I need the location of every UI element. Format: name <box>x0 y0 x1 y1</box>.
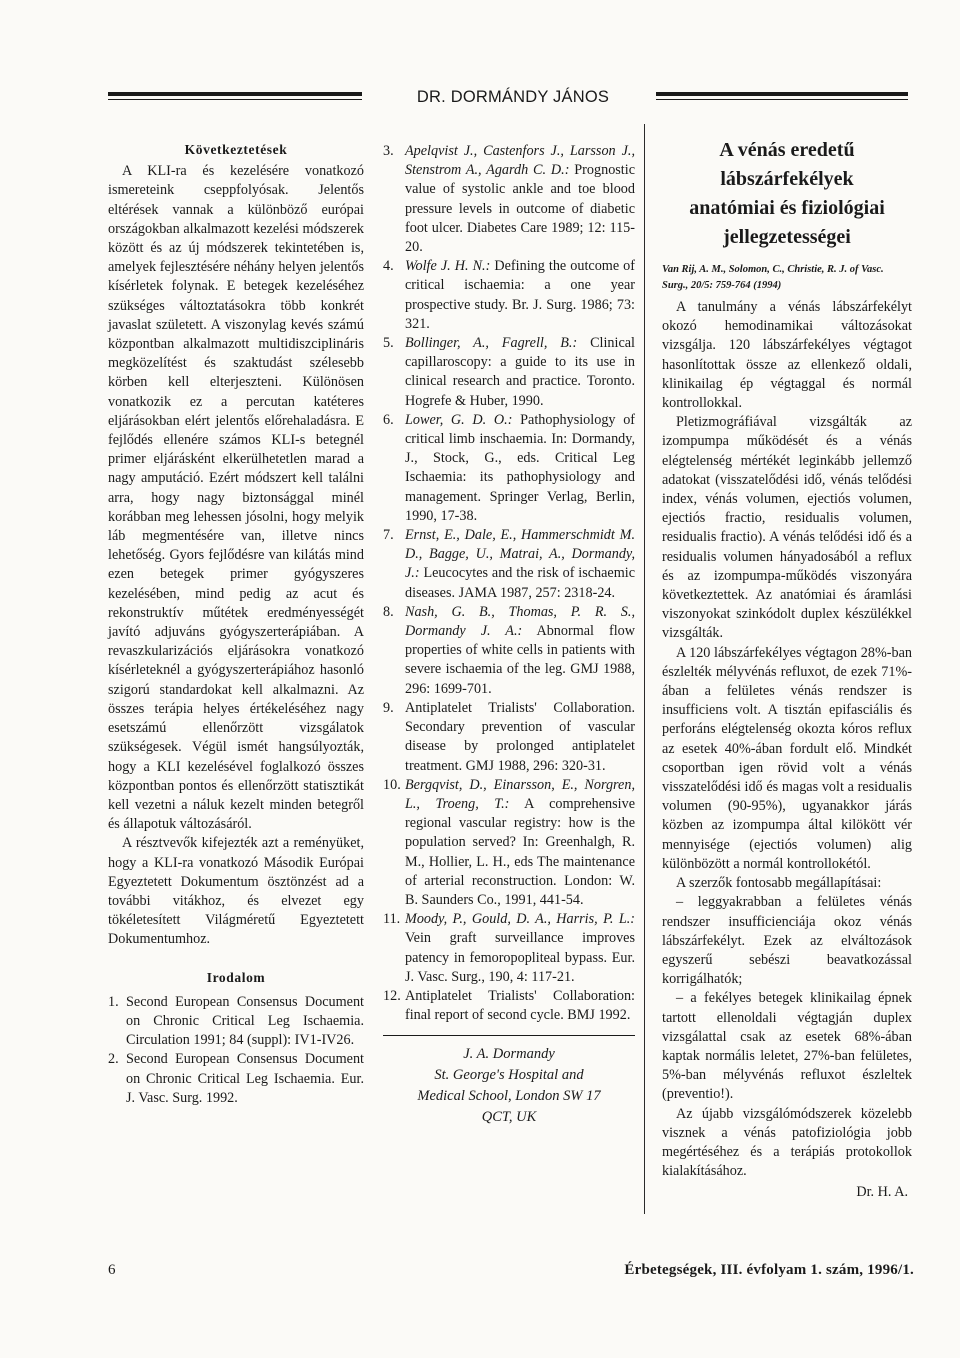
reference-item <box>383 257 635 334</box>
reference-number: 5. <box>383 335 394 352</box>
author-signature <box>383 1044 635 1128</box>
header-rule-left-thin <box>108 99 362 100</box>
abstract-paragraph: A 120 lábszárfekélyes végtagon 28%-ban észlelték mélyvénás refluxot, de ezek 71%-ában a felületes vénás rendszer is insufficiens volt. A tisztán epifasciális és perforáns elégtelenség okozta kóros reflux az esetek 40%-ában fordult elő. Mindkét csoportban igen rövid volt a vénás visszatelődési idő és magas volt a residualis volumen (90-95%), ugyanakkor járás közben az izompumpa által kilökött vér mennyisége (ejectiós volumen) alig különbözött a normál kontrollokétól. <box>662 644 912 872</box>
reference-number: 9. <box>383 699 394 716</box>
article-title <box>662 136 912 252</box>
abstract-paragraph: Az újabb vizsgálómódszerek közelebb visznek a vénás patofiziológia jobb megértéséhez és a terápiás protokollok kialakításához. <box>662 1105 912 1180</box>
abstract-signature: Dr. H. A. <box>856 1184 908 1201</box>
reference-number: 6. <box>383 411 394 428</box>
header-rule-right-thin <box>656 99 908 100</box>
conclusions-heading: Következtetések <box>184 142 288 157</box>
header-rule-left-thick <box>108 92 362 96</box>
article-citation: Van Rij, A. M., Solomon, C., Christie, R. J. of Vasc. Surg., 20/5: 759-764 (1994) <box>662 264 884 291</box>
reference-text <box>405 603 635 699</box>
reference-number: 3. <box>383 143 394 159</box>
reference-item <box>383 910 635 987</box>
reference-number: 12. <box>383 987 401 1004</box>
abstract-paragraph: A tanulmány a vénás lábszárfekélyt okozó hemodinamikai változásokat vizsgálja. 120 lábszárfekélyes végtagot hasonlítottak össze az ellenkező oldali, klinikailag ép végtaggal és normál kontrollokkal. <box>662 299 912 412</box>
reference-body: Leucocytes and the risk of ischaemic diseases. JAMA 1987, 257: 2318-24. <box>405 565 636 601</box>
reference-number: 11. <box>383 911 401 928</box>
reference-body: Pathophysiology of critical limb inschaemia. In: Dormandy, J., Stock, G., eds. Critical Leg Ischaemia: its pathophysiology and management. Springer Verlag, Berlin, 1990, 17-38. <box>405 411 636 524</box>
middle-column <box>383 142 635 1128</box>
reference-text: Second European Consensus Document on Chronic Critical Leg Ischaemia. Eur. J. Vasc. Surg. 1992. <box>126 1051 364 1106</box>
reference-authors: Lower, G. D. O.: <box>405 411 513 428</box>
reference-body: Prognostic value of systolic ankle and toe blood pressure levels in outcome of diabetic foot ulcer. Diabetes Care 1989; 12: 115-20. <box>405 162 635 256</box>
reference-authors: Nash, G. B., Thomas, P. R. S., Dormandy J. A.: <box>405 603 635 640</box>
reference-number: 1. <box>108 993 119 1010</box>
abstract-paragraph: Pletizmográfiával vizsgálták az izompumpa működését és a vénás elégtelenség mértékét leginkább jellemző adatokat (visszatelődési idő, vénás telődési index, vénás volumen, ejectiós volumen, ejectiós fractio, residualis volumen, residualis fractio). A vénás telődési idő és a residualis volumen hányadosából a reflux és az izompumpa-működés viszonyára következtettek. Az anatómiai és áramlási viszonyokat szinkódolt duplex készülékkel vizsgálták. <box>662 414 912 642</box>
right-column <box>662 136 912 1203</box>
article-title-line: jellegzetességei <box>723 226 851 248</box>
reference-item <box>383 526 635 603</box>
reference-body: A comprehensive regional vascular registry: how is the population served? In: Greenhalgh, R. M., Hollier, L. H., eds The maintenance of arterial reconstruction. London: W. B. Saunders Co., 1991, 441-54. <box>405 795 635 908</box>
reference-authors: Ernst, E., Dale, E., Hammerschmidt M. D., Bagge, U., Matrai, A., Dormandy, J.: <box>405 527 635 582</box>
reference-body: Antiplatelet Trialists' Collaboration. Secondary prevention of vascular disease by prolonged antiplatelet treatment. GMJ 1988, 296: 320-31. <box>405 699 635 774</box>
article-title-line: lábszárfekélyek <box>720 168 854 190</box>
conclusions-paragraph-2: A résztvevők kifejezték azt a reményüket, hogy a KLI-ra vonatkozó Második Európai Egyeztetett Dokumentum ösztönzést ad a további vitákhoz, és elvezet egy tökéletesített Világméretű Egyeztetett Dokumentumhoz. <box>108 835 364 948</box>
signature-affiliation-3: QCT, UK <box>481 1109 537 1126</box>
header-rule-right-thick <box>656 92 908 96</box>
reference-number: 7. <box>383 527 394 544</box>
reference-number: 2. <box>108 1051 119 1068</box>
reference-body: Antiplatelet Trialists' Collaboration: final report of second cycle. BMJ 1992. <box>405 987 635 1024</box>
reference-body: Clinical capillaroscopy: a guide to its use in clinical research and practice. Toronto. Hogrefe & Huber, 1990. <box>405 335 635 409</box>
signature-affiliation-2: Medical School, London SW 17 <box>417 1088 601 1105</box>
reference-text: Second European Consensus Document on Chronic Critical Leg Ischaemia. Circulation 1991; 84 (suppl): IV1-IV26. <box>126 993 364 1049</box>
signature-affiliation-1: St. George's Hospital and <box>434 1067 584 1084</box>
reference-item <box>383 603 635 699</box>
reference-text <box>405 526 635 603</box>
reference-body: Vein graft surveillance improves patency in femoropopliteal bypass. Eur. J. Vasc. Surg., 190, 4: 117-21. <box>405 930 635 985</box>
column-divider <box>644 124 645 1214</box>
reference-number: 8. <box>383 603 394 620</box>
reference-item <box>383 142 635 257</box>
reference-authors: Bollinger, A., Fagrell, B.: <box>405 335 578 352</box>
page-number: 6 <box>108 1262 116 1278</box>
article-title-line: anatómiai és fiziológiai <box>689 197 885 219</box>
reference-item <box>383 699 635 776</box>
reference-authors: Wolfe J. H. N.: <box>405 258 491 275</box>
article-title-line: A vénás eredetű <box>719 139 855 161</box>
references-heading: Irodalom <box>206 969 266 985</box>
abstract-paragraph: – a fekélyes betegek klinikailag épnek tartott ellenoldali végtagján duplex vizsgálattal csak az esetek 68%-ában kaptak normális leletet, 27%-ban felületes, 5%-ban mélyvénás refluxot észleltek (preventio!). <box>662 990 912 1103</box>
reference-item <box>383 411 635 526</box>
reference-number: 10. <box>383 776 401 793</box>
reference-text <box>405 987 635 1025</box>
running-head-author: DR. DORMÁNDY JÁNOS <box>416 88 610 106</box>
reference-text <box>405 142 635 257</box>
reference-item <box>383 987 635 1025</box>
reference-body: Defining the outcome of critical ischaemia: a one year prospective study. Br. J. Surg. 1986; 73: 321. <box>405 258 635 332</box>
reference-text <box>405 776 635 910</box>
journal-footer: Érbetegségek, III. évfolyam 1. szám, 1996/1. <box>624 1262 914 1278</box>
reference-text <box>405 411 635 526</box>
reference-text <box>405 334 635 411</box>
left-column <box>108 138 364 1108</box>
conclusions-paragraph-1: A KLI-ra és kezelésére vonatkozó ismereteink cseppfolyósak. Jelentős eltérések vannak a különböző európai országokban alkalmazott kezelési módszerek között és az új módszerek tekintetében is, amelyek fejlesztésére néhány helyen jelentős kísérletek folynak. E betegek kezeléséhez szükséges változtatásokra több konkrét javaslat született. A viszonylag kevés számú központban alkalmazott multidiszciplináris megközelítést és szaktudást szélesebb körben kell elterjeszteni. Különösen vonatkozik ez a percutan katéteres eljárásokban elért jelentős előrehaladásra. E fejlődés ellenére számos KLI-s betegnél primer eljárásként elkerülhetetlen marad a nagy amputáció. Ezért módszert kell találni arra, hogy nagy biztonsággal minél korábban meg lehessen jósolni, hogy melyik láb megmentésére van, illetve nincs lehetőség. Gyors fejlődésre van kilátás mind ezen betegek primer gyógyszeres kezelésében, mind pedig az acut és rekonstruktív műtétek eredményességét javító adjuváns gyógyszerterápiában. A revaszkularizációs eljárásokra vonatkozó kísérleteknél a gyógyszerterápiához hasonló szigorú standardokat kell alkalmazni. Az összes terápia helyes értékeléséhez nagy esetszámú ellenőrzött vizsgálatok szükségesek. Végül ismét hangsúlyozták, hogy a KLI kezelésével foglalkozó összes központban pontos és ellenőrzött statisztikát kell vezetni a náluk kezelt minden betegről és állapotuk változásáról. <box>108 163 364 833</box>
reference-list <box>383 142 635 1025</box>
reference-item <box>108 993 364 1051</box>
reference-text <box>405 257 635 334</box>
reference-authors: Apelqvist J., Castenfors J., Larsson J., Stenstrom A., Agardh C. D.: <box>405 143 635 179</box>
reference-item <box>383 776 635 910</box>
reference-item <box>383 334 635 411</box>
signature-rule <box>383 1035 635 1036</box>
signature-name: J. A. Dormandy <box>463 1046 555 1063</box>
reference-text <box>405 699 635 776</box>
reference-text <box>405 910 635 987</box>
abstract-paragraph: A szerzők fontosabb megállapításai: <box>676 875 882 892</box>
reference-authors: Bergqvist, D., Einarsson, E., Norgren, L., Troeng, T.: <box>405 776 635 812</box>
reference-authors: Moody, P., Gould, D. A., Harris, P. L.: <box>405 911 635 928</box>
reference-number: 4. <box>383 258 394 275</box>
reference-item <box>108 1050 364 1108</box>
reference-body: Abnormal flow properties of white cells in patients with severe ischaemia of the leg. GMJ 1988, 296: 1699-701. <box>405 623 635 697</box>
abstract-paragraph: – leggyakrabban a felületes vénás rendszer insufficienciája okoz vénás lábszárfekélyt. Ezek az elváltozások egyszerű sebészi beavatkozással korrigálhatók; <box>662 894 912 988</box>
